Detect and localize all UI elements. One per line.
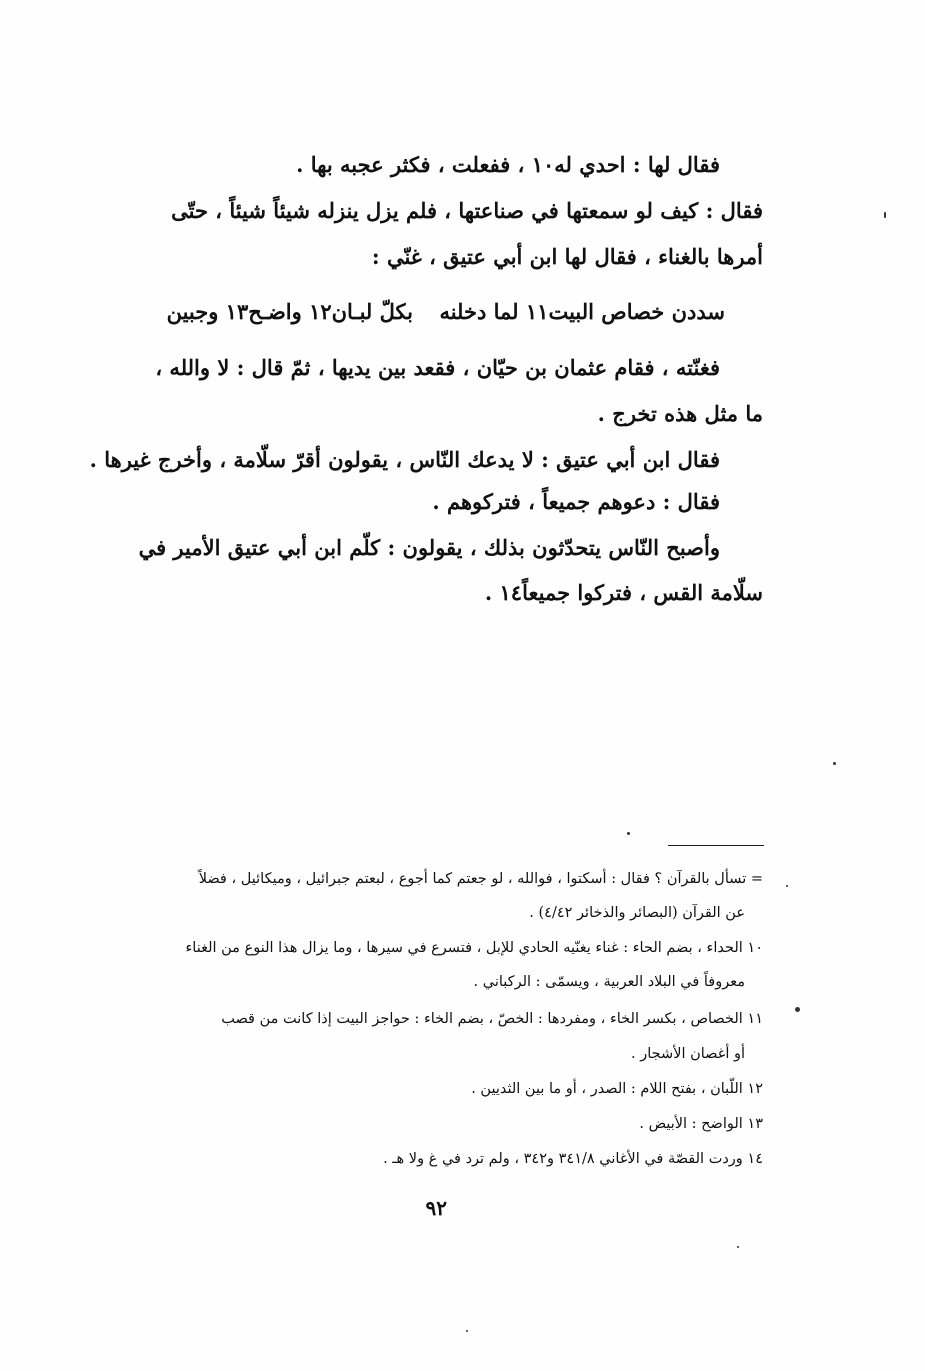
page-number: ٩٢ <box>425 1196 447 1220</box>
footnote-line: ١٠ الحداء ، بضم الحاء : غناء يغنّيه الحادي للإبل ، فتسرع في سيرها ، وما يزال هذا النوع من الغناء <box>185 940 763 956</box>
body-line: سلّامة القس ، فتركوا جميعاً١٤ . <box>484 580 763 605</box>
footnote-line: ١٤ وردت القصّة في الأغاني ٣٤١/٨ و٣٤٢ ، ولم ترد في غ ولا هـ . <box>383 1151 763 1167</box>
body-line: وأصبح النّاس يتحدّثون بذلك ، يقولون : كلّم ابن أبي عتيق الأمير في <box>138 535 720 560</box>
footnote-line: أو أغصان الأشجار . <box>631 1046 745 1062</box>
body-line: فقال لها : احدي له١٠ ، ففعلت ، فكثر عجبه بها . <box>296 152 720 177</box>
body-line: فقال ابن أبي عتيق : لا يدعك النّاس ، يقولون أقرّ سلّامة ، وأخرج غيرها . <box>89 447 720 472</box>
body-line: فقال : كيف لو سمعتها في صناعتها ، فلم يزل ينزله شيئاً شيئاً ، حتّى <box>171 198 763 223</box>
footnote-line: = تسأل بالقرآن ؟ فقال : أسكتوا ، فوالله ، لو جعتم كما أجوع ، لبعتم جبرائيل ، وميكائيل ، فضلاً <box>198 871 763 887</box>
scan-speck <box>737 1246 739 1248</box>
body-line: فقال : دعوهم جميعاً ، فتركوهم . <box>432 489 720 514</box>
verse-second-hemistich: بكلّ لبـان١٢ واضـح١٣ وجبين <box>166 299 413 324</box>
scan-speck <box>466 1330 468 1332</box>
footnote-line: ١٣ الواضح : الأبيض . <box>639 1116 763 1132</box>
verse-first-hemistich: سددن خصاص البيت١١ لما دخلنه <box>439 299 725 324</box>
body-line: فغنّته ، فقام عثمان بن حيّان ، فقعد بين يديها ، ثمّ قال : لا والله ، <box>155 355 720 380</box>
footnote-line: عن القرآن (البصائر والذخائر ٤/٤٢) . <box>529 905 745 921</box>
scan-speck <box>795 1007 800 1012</box>
scan-speck <box>884 212 886 218</box>
footnote-line: ١٢ اللّبان ، بفتح اللام : الصدر ، أو ما بين الثديين . <box>471 1081 763 1097</box>
scan-speck <box>627 832 630 835</box>
body-line: أمرها بالغناء ، فقال لها ابن أبي عتيق ، غنّي : <box>371 244 763 269</box>
footnote-line: ١١ الخصاص ، بكسر الخاء ، ومفردها : الخصّ ، بضم الخاء : حواجز البيت إذا كانت من قصب <box>221 1011 763 1027</box>
footnote-line: معروفاً في البلاد العربية ، ويسمّى : الركباني . <box>473 974 745 990</box>
body-line: ما مثل هذه تخرج . <box>597 401 763 426</box>
scan-speck <box>786 885 788 887</box>
scan-speck <box>833 762 836 765</box>
footnote-separator <box>668 845 764 846</box>
